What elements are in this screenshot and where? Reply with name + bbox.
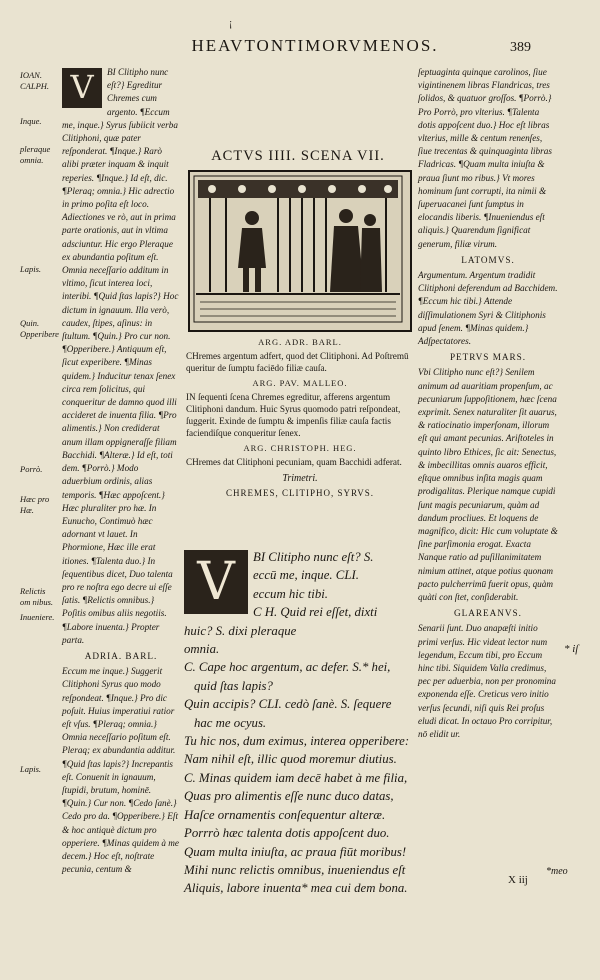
top-mark: ¡ bbox=[229, 18, 233, 29]
verse-line: Porrrò hæc talenta dotis appoſcent duo. bbox=[184, 826, 390, 841]
argument-heading: ARG. ADR. BARL. bbox=[258, 337, 342, 347]
margin-note: Inueniere. bbox=[20, 612, 55, 622]
verse-line: eccum hic tibi. bbox=[253, 586, 328, 601]
margin-variant-mark: * iſ bbox=[564, 643, 579, 655]
woodcut-scene-icon bbox=[190, 172, 406, 326]
section-heading: PETRVS MARS. bbox=[449, 352, 527, 363]
right-commentary-text: ſeptuaginta quinque carolinos, ſiue vigintinenem libras Flandricas, tres ſolidos, & quatuor groſſos. ¶Porrò.} Pro Porrò, pro vlterius. ¶Talenta dotis appoſcent duo.} Hoc eſt libras vlterius, mille & centum renenſes, ſiue trecentas & quinquaginta libras Fladricas. ¶Quam multa iniuſta & praua ſiunt mo ribus.} Vt mores hominum ſunt corrupti, ita nimii & ſuperuacanei ſunt ſumptus in elocandis liberis. ¶Inueniendus eſt aliquis.} Quarendum ſignificat generum, filiæ virum. bbox=[418, 67, 552, 249]
verse-line: Aliquis, labore inuenta* mea cui dem bona. bbox=[184, 881, 408, 896]
running-head: HEAVTONTIMORVMENOS. bbox=[191, 36, 439, 55]
catchword: *meo bbox=[546, 866, 568, 877]
verse-line: omnia. bbox=[184, 642, 220, 657]
margin-note: Lapis. bbox=[20, 764, 42, 774]
margin-note: Quin. Opperibere bbox=[20, 318, 59, 339]
verse-line: C H. Quid rei eſſet, dixti bbox=[253, 605, 378, 620]
section-heading: GLAREANVS. bbox=[454, 608, 522, 619]
left-commentary-text-2: Eccum me inque.} Suggerit Clitiphoni Syrus quo modo reſpondeat. ¶Inque.} Pro dic poſuit. Huius imperatiui ratior eſt vſus. ¶Pleraq; omnia.} Omnia neceſſario poſitum eſt. Pleraq; ex abundantia additur. ¶Quid ſtas lapis?} Increpantis eſt. Conuenit in ignauum, ſtupidi, brutum, hominē. ¶Quin.} Cur non. ¶Cedo ſanè.} Cedo pro da. ¶Opperibere.} Eſt & hoc antiquè dictum pro opperiere. ¶Minas quidem à me decem.} Hoc eſt, noſtrate pecunia, centum & bbox=[62, 666, 179, 875]
scene-arguments bbox=[186, 333, 414, 499]
argument-text: CHremes argentum adfert, quod det Clitiphoni. Ad Poſtremū queritur de ſumptu faciēdo filiæ cauſa. bbox=[186, 351, 409, 373]
section-heading: ADRIA. BARL. bbox=[84, 650, 158, 661]
right-commentary-column bbox=[418, 66, 558, 744]
decorated-initial-v: V bbox=[62, 68, 102, 108]
left-commentary-text: BI Clitipho nunc eſt?} Egreditur Chremes cum argento. ¶Eccum me, inque.} Syrus ſubiicit verba Clitiphoni, quæ pater reſponderat. ¶Inque.} Rarò alibi præter inquam & inquit reperies. ¶Inque.} Id eſt, dic. ¶Pleraq; omnia.} Hic adrectio in primo poſita eſt loco. Adiectiones ve rò, aut in prima parte orationis, aut in vltima adsciuntur. Hic ergo Pleraque ex abundantia poſitum eſt. Omnia neceſſario additum in vltimo, ſicut interea loci, interibi. ¶Quid ſtas lapis?} Hoc dictum in ignauum. Illa verò, caudex, ſtipes, aſinus: in ſtultum. ¶Quin.} Pro cur non. ¶Opperibere.} Antiquum eſt, ſicut experibere. ¶Minas quidem.} Inducitur tenax ſenex circa rem ſolicitus, qui conqueritur de damno quod illi accideret de inuenta filia. ¶Pro alimentis.} Non crediderat anum illam oppigneraſſe filiam Bacchidi. ¶Alteræ.} Id eſt, toti dem. ¶Porrò.} Modo aduerbium ordinis, alias temporis. ¶Hæc appoſcent.} Hæc pluraliter pro hæ. In Eunucho, Contimuò hæc adornant vt lauet. In Phormione, Hæc ille erat itiones. ¶Talenta duo.} In ſequentibus dicet, Duo talenta pro re noſtra ego decre ui eſſe ſatis. ¶Relictis omnibus.} Poſitis omibus aliis negotiis. ¶Labore inuenta.} Propter parta. bbox=[62, 67, 179, 645]
margin-note: Lapis. bbox=[20, 264, 42, 274]
right-commentary-text: Argumentum. Argentum tradidit Clitiphoni deferendum ad Bacchidem. ¶Eccum hic tibi.} Attende diſſimulationem Syri & Clitiphonis apud ſenem. ¶Minas quidem.} Adſpectatores. bbox=[418, 270, 558, 347]
verse-line: Quam multa iniuſta, ac praua fiūt moribus! bbox=[184, 844, 407, 859]
page-number: 389 bbox=[510, 40, 531, 55]
margin-note: IOAN. CALPH. bbox=[20, 70, 50, 91]
margin-note: Porrò. bbox=[20, 464, 43, 474]
verse-line: Mihi nunc relictis omnibus, inueniendus eſt bbox=[184, 862, 406, 877]
argument-heading: ARG. PAV. MALLEO. bbox=[252, 378, 348, 388]
argument-text: CHremes dat Clitiphoni pecuniam, quam Bacchidi adferat. bbox=[186, 457, 402, 467]
verse-line: Quin accipis? CLI. cedò ſanè. S. ſequere bbox=[184, 697, 392, 712]
margin-note: pleraque omnia. bbox=[20, 144, 51, 165]
woodcut-illustration bbox=[188, 170, 412, 332]
margin-note: Inque. bbox=[20, 116, 42, 126]
verse-line: C. Minas quidem iam decē habet à me filia, bbox=[184, 770, 408, 785]
meter-label: Trimetri. bbox=[282, 473, 318, 484]
verse-line: Haſce ornamentis conſequentur alteræ. bbox=[184, 807, 386, 822]
verse-line: huic? S. dixi pleraque bbox=[184, 623, 297, 638]
margin-note: Relictis om nibus. bbox=[20, 586, 54, 607]
speakers-list: CHREMES, CLITIPHO, SYRVS. bbox=[225, 488, 375, 498]
verse-text bbox=[184, 548, 416, 898]
argument-text: IN ſequenti ſcena Chremes egreditur, afferens argentum Clitiphoni dandum. Huic Syrus quomodo patri reſpondeat, ſuggerit. Exinde de ſumptu & impenſis filiæ cauſa factis faciendiſque conqueritur ſenex. bbox=[186, 392, 401, 438]
argument-heading: ARG. CHRISTOPH. HEG. bbox=[243, 443, 357, 453]
verse-line: C. Cape hoc argentum, ac defer. S.* hei, bbox=[184, 660, 391, 675]
right-commentary-text: Senarii ſunt. Duo anapæſti initio primi verſus. Hic videat lector num legendum, Eccum tibi, pro Eccum hinc tibi. Siquidem Valla credimus, pec per aduerbia, non per pronomina exponenda eſſe. Creticus vero initio verſus ſecundi, niſi quis Rei proſus eludi dicat. In octauo Pro corripitur, nō elidit ur. bbox=[418, 623, 556, 739]
verse-line: Quas pro alimentis eſſe nunc duco datas, bbox=[184, 789, 394, 804]
section-heading: LATOMVS. bbox=[461, 254, 515, 265]
right-commentary-text: Vbi Clitipho nunc eſt?} Senilem animum ad auaritiam propenſum, ac pecuniarum ſuppoſitionem, hæc ſcena exprimit. Senex naturaliter ſit auarus, & ratiocinatio imperſonam, illorum eſt qui amant pecunias. Ariſtoteles in quinto libro Ethices, ſic ait: Senectus, & imbecillitas omnis auaros efficit, eſtque omnibus inſita magis quam prodigalitas. Plerique namque cupidi ſunt magis pecuniarum, quàm ad dandum procliues. Et loquens de magnifico, dicit: Hic cum voluptate & ſine parſimonia erogat. Exacta Nanque ratio ad puſillanimitatem nimium attinet, atque potius quonam pacto pulcherrimū fuerit opus, quàm quàti con ſtet, conſiderabit. bbox=[418, 367, 558, 602]
verse-line: eccū me, inque. CLI. bbox=[253, 568, 359, 583]
verse-line: hac me ocyus. bbox=[194, 715, 267, 730]
verse-line: BI Clitipho nunc eſt? S. bbox=[253, 550, 374, 564]
scene-title: ACTVS IIII. SCENA VII. bbox=[211, 148, 385, 164]
verse-line: Tu hic nos, dum eximus, interea opperibere: bbox=[184, 734, 410, 749]
signature-mark: X iij bbox=[508, 874, 528, 886]
verse-line: quid ſtas lapis? bbox=[194, 678, 273, 693]
decorated-initial-v: V bbox=[184, 550, 248, 614]
margin-note: Hæc pro Hæ. bbox=[20, 494, 50, 515]
left-commentary-column bbox=[62, 66, 180, 879]
verse-line: Nam nihil eſt, illic quod moremur diutius. bbox=[184, 752, 397, 767]
